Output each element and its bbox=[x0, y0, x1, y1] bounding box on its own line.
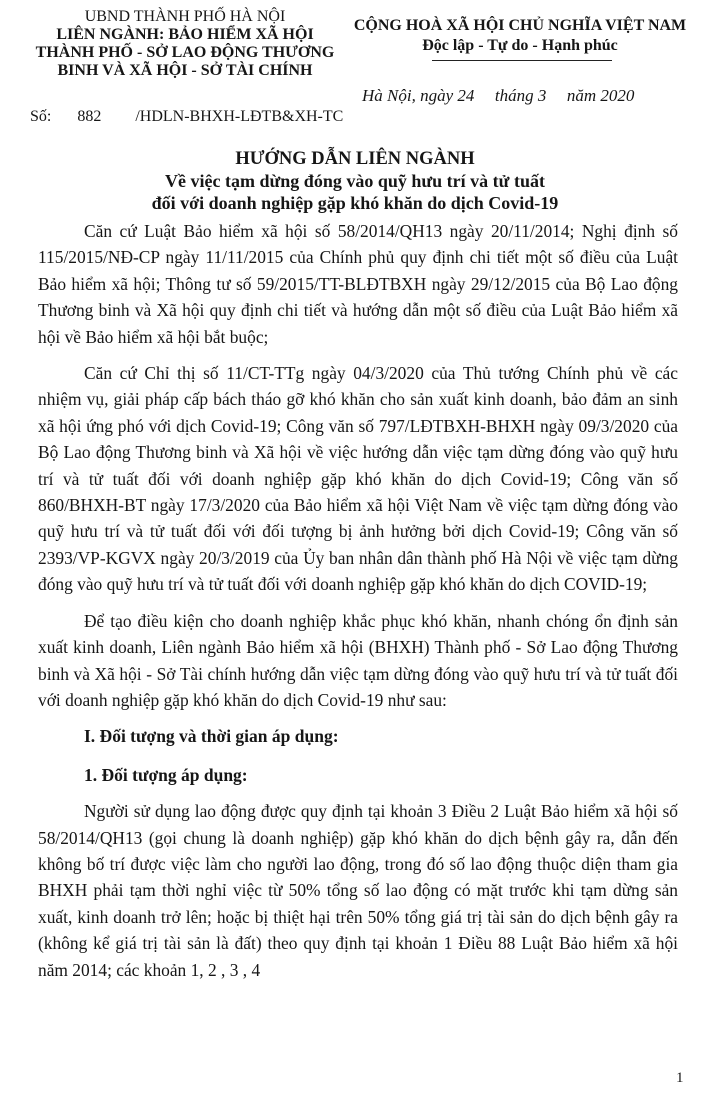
paragraph-purpose: Để tạo điều kiện cho doanh nghiệp khắc phục khó khăn, nhanh chóng ổn định sản xuất kinh doanh, Liên ngành Bảo hiểm xã hội (BHXH) Thành phố - Sở Lao động Thương binh và Xã hội - Sở Tài chính hướng dẫn việc tạm dừng đóng vào quỹ hưu trí và tử tuất đối với doanh nghiệp gặp khó khăn do dịch Covid-19 như sau: bbox=[38, 610, 678, 710]
paragraph-legal-basis: Căn cứ Luật Bảo hiểm xã hội số 58/2014/QH13 ngày 20/11/2014; Nghị định số 115/2015/NĐ-CP ngày 11/11/2015 của Chính phủ quy định chi tiết một số điều của Luật Bảo hiểm xã hội; Thông tư số 59/2015/TT-BLĐTBXH ngày 29/12/2015 của Bộ Lao động Thương binh và Xã hội quy định chi tiết và hướng dẫn một số điều của Luật Bảo hiểm xã hội về Bảo hiểm xã hội bắt buộc; bbox=[38, 221, 678, 347]
doc-number-value: 882 bbox=[77, 108, 102, 125]
agency-line-2: LIÊN NGÀNH: BẢO HIỂM XÃ HỘI bbox=[56, 26, 314, 43]
date-place-day: Hà Nội, ngày 24 bbox=[362, 86, 475, 105]
national-motto-header bbox=[344, 16, 696, 56]
title-line-3: đối với doanh nghiệp gặp khó khăn do dịch Covid-19 bbox=[151, 193, 559, 213]
issue-date bbox=[362, 86, 682, 106]
agency-line-1: UBND THÀNH PHỐ HÀ NỘI bbox=[84, 8, 286, 25]
section-heading-1: I. Đối tượng và thời gian áp dụng: bbox=[84, 726, 339, 747]
issuing-agency-header bbox=[26, 8, 344, 80]
document-title bbox=[40, 148, 670, 214]
doc-number-label: Số: bbox=[30, 108, 52, 125]
document-body bbox=[38, 218, 678, 993]
agency-line-3: THÀNH PHỐ - SỞ LAO ĐỘNG THƯƠNG bbox=[35, 44, 335, 61]
country-name: CỘNG HOÀ XÃ HỘI CHỦ NGHĨA VIỆT NAM bbox=[353, 17, 687, 34]
agency-line-4: BINH VÀ XÃ HỘI - SỞ TÀI CHÍNH bbox=[57, 62, 313, 79]
paragraph-directives: Căn cứ Chỉ thị số 11/CT-TTg ngày 04/3/2020 của Thủ tướng Chính phủ về các nhiệm vụ, giải pháp cấp bách tháo gỡ khó khăn cho sản xuất kinh doanh, bảo đảm an sinh xã hội ứng phó với dịch Covid-19; Công văn số 797/LĐTBXH-BHXH ngày 09/3/2020 của Bộ Lao động Thương binh và Xã hội về việc hướng dẫn việc tạm dừng đóng vào quỹ hưu trí và tử tuất đối với doanh nghiệp gặp khó khăn do dịch Covid-19; Công văn số 860/BHXH-BT ngày 17/3/2020 của Bảo hiểm xã hội Việt Nam về việc tạm dừng đóng vào quỹ hưu trí và tử tuất đối với đối tượng bị ảnh hưởng bởi dịch Covid-19; Công văn số 2393/VP-KGVX ngày 20/3/2019 của Ủy ban nhân dân thành phố Hà Nội về việc tạm dừng đóng vào quỹ hưu trí và tử tuất đối với doanh nghiệp gặp khó khăn do dịch COVID-19; bbox=[38, 363, 678, 595]
date-month: tháng 3 bbox=[494, 86, 547, 105]
doc-number-code: /HDLN-BHXH-LĐTB&XH-TC bbox=[135, 108, 344, 125]
title-line-1: HƯỚNG DẪN LIÊN NGÀNH bbox=[235, 149, 475, 169]
paragraph-applicable-subjects: Người sử dụng lao động được quy định tại khoản 3 Điều 2 Luật Bảo hiểm xã hội số 58/2014/QH13 (gọi chung là doanh nghiệp) gặp khó khăn do dịch bệnh gây ra, dẫn đến không bố trí được việc làm cho người lao động, trong đó số lao động thuộc diện tham gia BHXH phải tạm thời nghỉ việc từ 50% tổng số lao động có mặt trước khi tạm dừng sản xuất, kinh doanh trở lên; hoặc bị thiệt hại trên 50% tổng giá trị tài sản do dịch bệnh gây ra (không kể giá trị tài sản là đất) theo quy định tại khoản 1 Điều 88 Luật Bảo hiểm xã hội năm 2014; các khoản 1, 2 , 3 , 4 bbox=[38, 801, 678, 980]
title-line-2: Về việc tạm dừng đóng vào quỹ hưu trí và tử tuất bbox=[165, 171, 545, 191]
page-number: 1 bbox=[676, 1070, 684, 1086]
subsection-heading-1: 1. Đối tượng áp dụng: bbox=[84, 764, 248, 785]
document-number bbox=[30, 108, 343, 126]
date-year: năm 2020 bbox=[566, 86, 635, 105]
motto-underline bbox=[432, 60, 612, 61]
national-motto: Độc lập - Tự do - Hạnh phúc bbox=[422, 37, 618, 54]
